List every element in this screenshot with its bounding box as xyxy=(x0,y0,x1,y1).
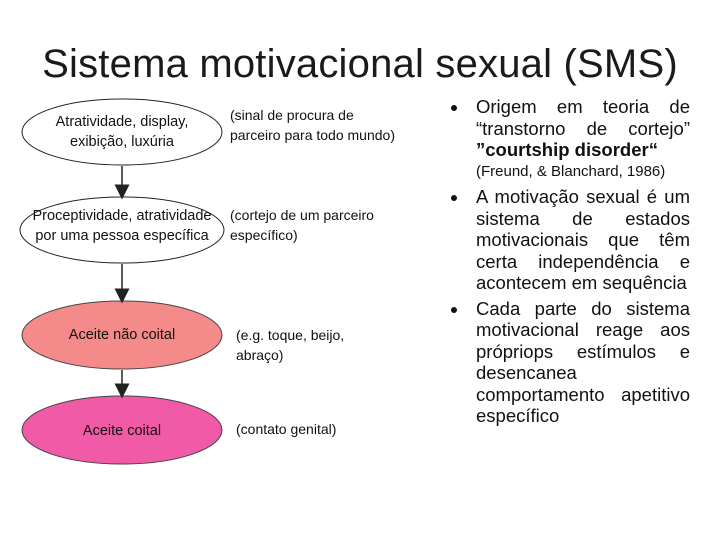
slide-title: Sistema motivacional sexual (SMS) xyxy=(42,42,678,86)
bullet-dot-icon xyxy=(451,307,457,313)
stage-4-label: Aceite coital xyxy=(82,423,162,439)
bullet-dot-icon xyxy=(451,195,457,201)
bullet-item-origin: Origem em teoria de “transtorno de cortejo” ”courtship disorder“ (Freund, & Blanchard, 1986) xyxy=(448,96,690,182)
courtship-disorder-term: ”courtship disorder“ xyxy=(476,139,658,160)
stage-1-label: Atratividade, display, exibição, luxúria xyxy=(55,114,189,150)
stage-2-note: (cortejo de um parceiro específico) xyxy=(230,207,374,243)
bullet-list xyxy=(448,96,690,431)
bullet-item-motivation: A motivação sexual é um sistema de estados motivacionais que têm certa independência e acontecem em sequência xyxy=(448,186,690,294)
stage-4-note: (contato genital) xyxy=(236,421,337,437)
citation: (Freund, & Blanchard, 1986) xyxy=(476,162,666,180)
stage-2-label: Proceptividade, atratividade por uma pessoa específica xyxy=(32,208,212,244)
bullet-item-system-parts: Cada parte do sistema motivacional reage aos própriops estímulos e desencanea comportamento apetitivo específico xyxy=(448,298,690,427)
bullet-dot-icon xyxy=(451,105,457,111)
stage-1-note: (sinal de procura de parceiro para todo mundo) xyxy=(230,107,395,143)
stage-3-note: (e.g. toque, beijo, abraço) xyxy=(236,327,345,363)
stage-3-label: Aceite não coital xyxy=(68,327,176,343)
